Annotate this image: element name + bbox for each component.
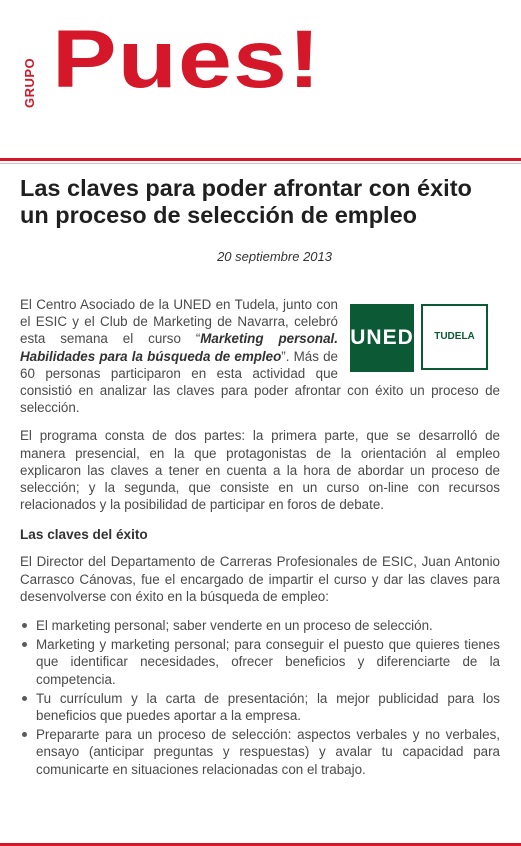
article-paragraph-3: El Director del Departamento de Carreras Profesionales de ESIC, Juan Antonio Carrasco Cánovas, fue el encargado de impartir el curso y dar las claves para desenvolverse con éxito en la búsqueda de empleo: xyxy=(20,554,500,604)
list-item: Marketing y marketing personal; para conseguir el puesto que quieres tienes que identificar necesidades, ofrecer beneficios y diferenciarte de la competencia. xyxy=(20,636,500,688)
list-item: El marketing personal; saber venderte en un proceso de selección. xyxy=(20,617,500,634)
paragraph-1-rest: ”. Más de 60 personas participaron en esta actividad que consistió en analizar las claves para poder afrontar con éxito un proceso de selección. xyxy=(20,348,500,416)
article-date: 20 septiembre 2013 xyxy=(217,249,332,264)
tudela-logo-mark: TUDELA xyxy=(421,304,488,370)
keys-list xyxy=(20,617,500,778)
article xyxy=(20,175,500,780)
header-divider-thin xyxy=(0,163,521,164)
paragraph-1-intro: El Centro Asociado de la UNED en Tudela, junto con el ESIC y el Club de Marketing de Navarra, celebró esta semana el curso “ xyxy=(20,297,338,347)
article-paragraph-2: El programa consta de dos partes: la primera parte, que se desarrolló de manera presencial, en la que protagonistas de la orientación al empleo explicaron las claves a tener en cuenta a la hora de abordar un proceso de selección; y la segunda, que consiste en un curso on-line con recursos relacionados y la posibilidad de participar en foros de debate. xyxy=(20,428,500,513)
list-item: Prepararte para un proceso de selección: aspectos verbales y no verbales, ensayo (anticipar preguntas y respuestas) y avalar tu capacidad para comunicarte en situaciones relacionadas con el trabajo. xyxy=(20,726,500,778)
grupo-pues-logo[interactable] xyxy=(18,14,338,114)
uned-logo-mark: UNED xyxy=(350,304,414,372)
logo-grupo-text: GRUPO xyxy=(22,57,37,108)
section-heading: Las claves del éxito xyxy=(20,527,148,543)
article-title: Las claves para poder afrontar con éxito un proceso de selección de empleo xyxy=(20,175,472,228)
header-divider xyxy=(0,158,521,161)
course-name: Marketing personal. Habilidades para la búsqueda de empleo xyxy=(20,331,338,364)
logo-pues-text: Pues! xyxy=(52,14,322,105)
list-item: Tu currículum y la carta de presentación; la mejor publicidad para los beneficios que puedes aportar a la empresa. xyxy=(20,690,500,724)
uned-tudela-logo xyxy=(350,304,490,372)
article-paragraph-1 xyxy=(20,296,500,416)
